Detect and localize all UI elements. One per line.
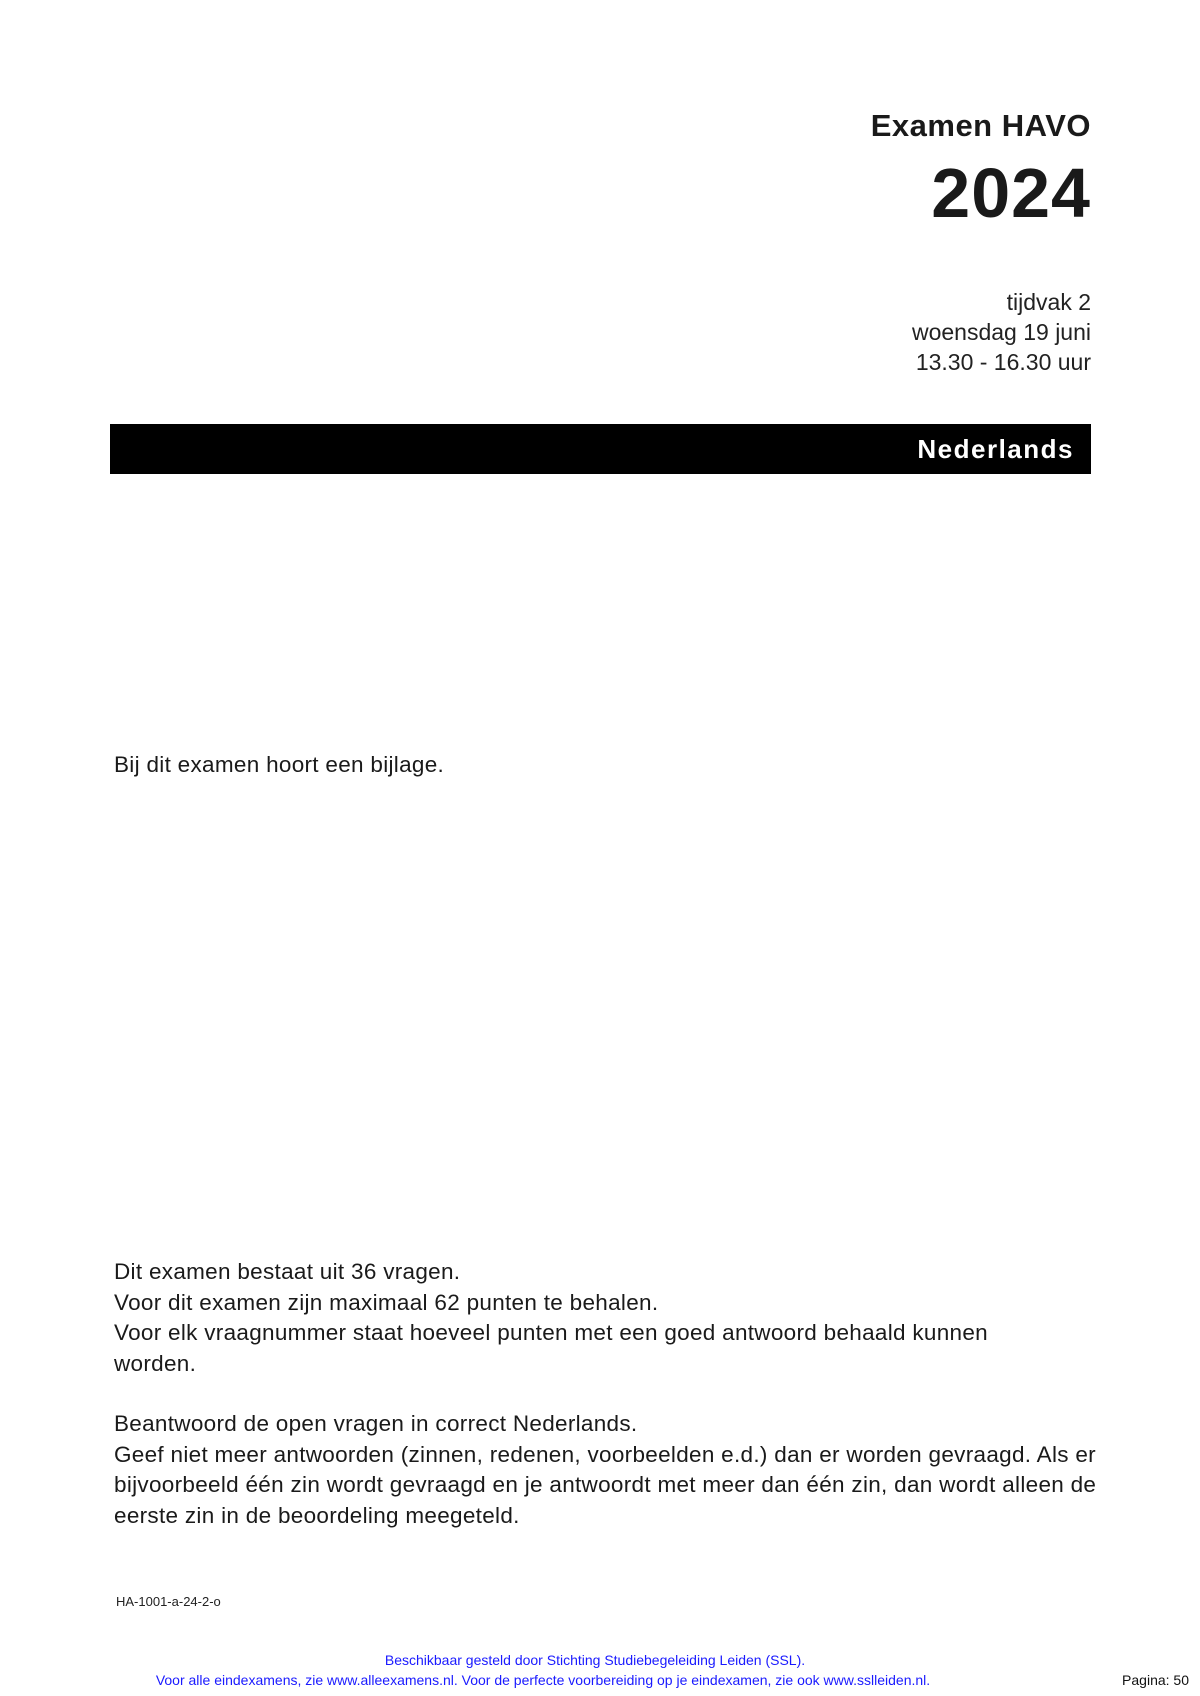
footer-links[interactable]: Voor alle eindexamens, zie www.alleexamens.nl. Voor de perfecte voorbereiding op je eindexamen, zie ook www.sslleiden.nl. bbox=[155, 1672, 931, 1688]
attachment-note: Bij dit examen hoort een bijlage. bbox=[114, 752, 445, 777]
exam-code: HA-1001-a-24-2-o bbox=[116, 1594, 221, 1609]
instruction-correct-dutch: Beantwoord de open vragen in correct Nederlands. bbox=[114, 1411, 638, 1436]
session-time: 13.30 - 16.30 uur bbox=[915, 349, 1091, 375]
session-info bbox=[912, 287, 1091, 377]
exam-info-block bbox=[114, 1257, 1094, 1379]
exam-type-heading: Examen HAVO bbox=[870, 108, 1091, 143]
session-period: tijdvak 2 bbox=[1006, 289, 1091, 315]
footer-credit: Beschikbaar gesteld door Stichting Studiebegeleiding Leiden (SSL). bbox=[384, 1652, 806, 1668]
info-points-per-question: Voor elk vraagnummer staat hoeveel punten met een goed antwoord behaald kunnen worden. bbox=[114, 1320, 988, 1376]
session-date: woensdag 19 juni bbox=[911, 319, 1091, 345]
subject-label: Nederlands bbox=[917, 434, 1074, 464]
info-question-count: Dit examen bestaat uit 36 vragen. bbox=[114, 1259, 461, 1284]
instructions-block bbox=[114, 1409, 1104, 1531]
info-max-points: Voor dit examen zijn maximaal 62 punten te behalen. bbox=[114, 1289, 659, 1315]
page-number: Pagina: 50 bbox=[1122, 1672, 1189, 1688]
exam-year-heading: 2024 bbox=[931, 154, 1091, 232]
subject-bar bbox=[110, 424, 1091, 474]
instruction-answer-limit: Geef niet meer antwoorden (zinnen, redenen, voorbeelden e.d.) dan er worden gevraagd. Als er bijvoorbeeld één zin wordt gevraagd en je antwoordt met meer dan één zin, dan wordt alleen de eerste zin in de beoordeling meegeteld. bbox=[114, 1441, 1097, 1528]
